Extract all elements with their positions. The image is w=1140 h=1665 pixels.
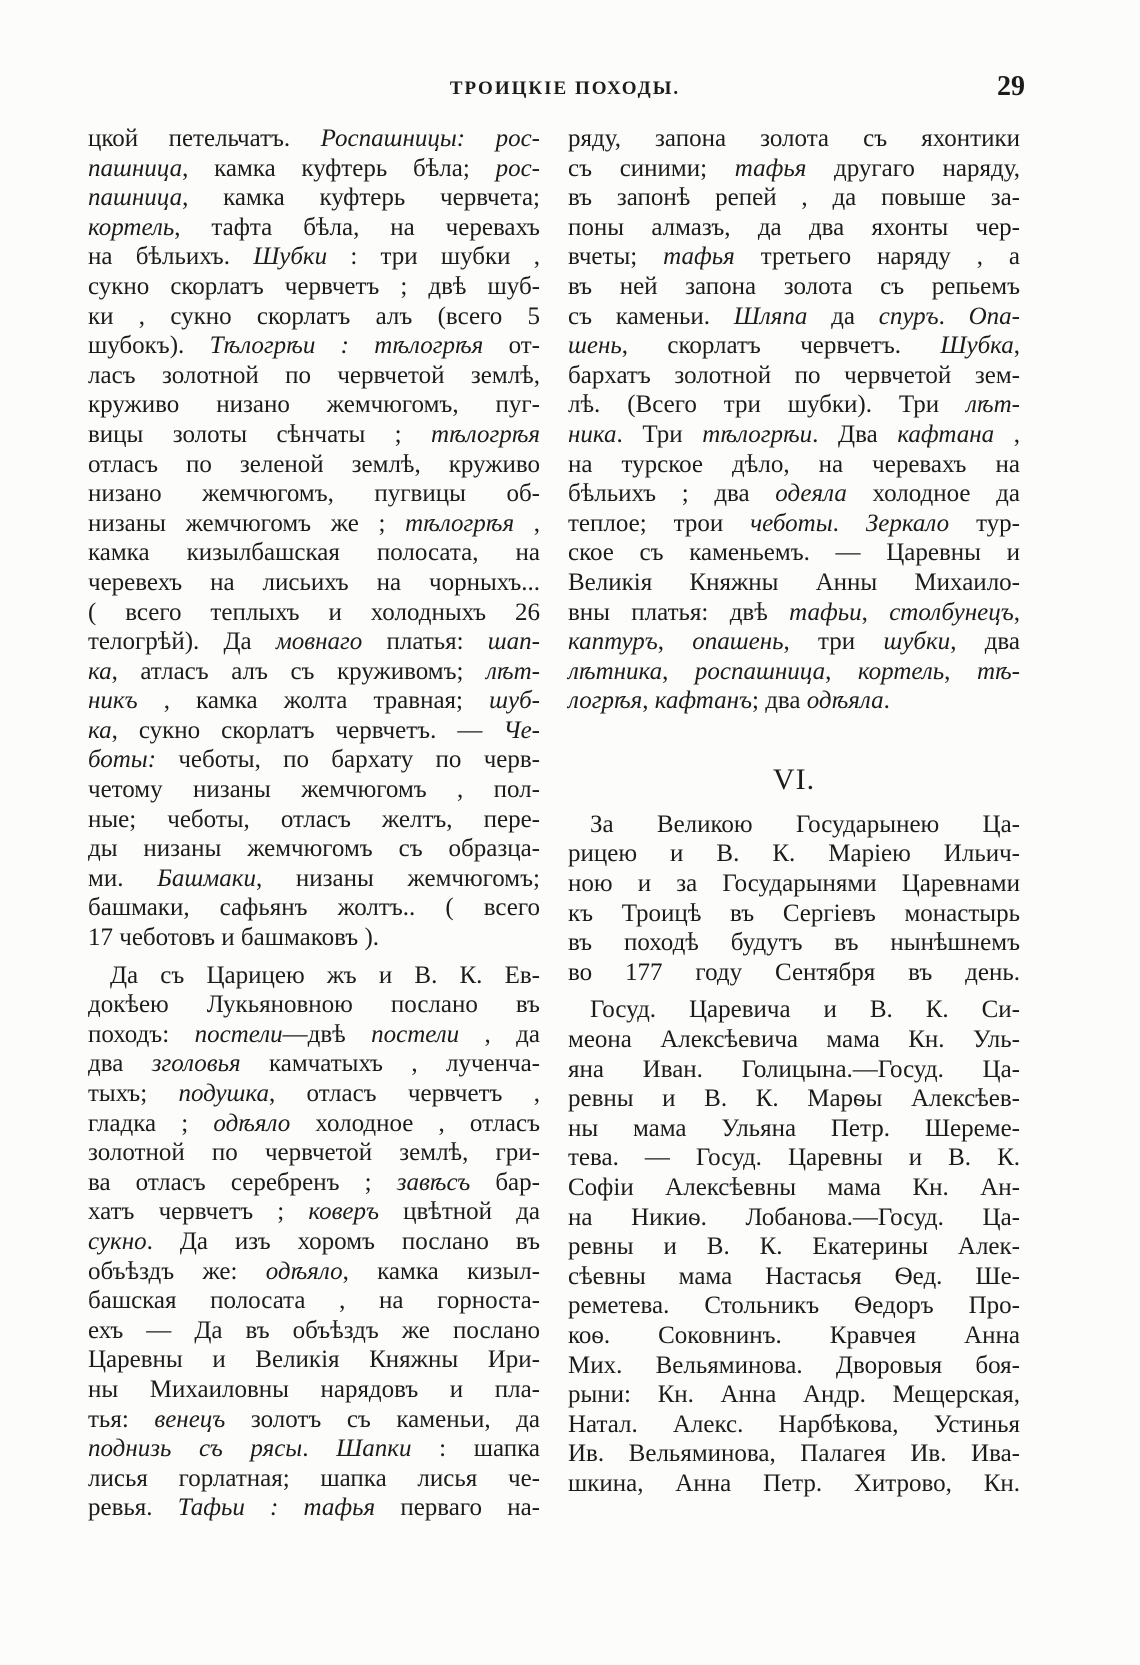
text-run: ехъ — Да въ объѣздъ же послано bbox=[88, 1316, 540, 1344]
text-line bbox=[88, 450, 540, 480]
italic-term: Шапки bbox=[336, 1435, 412, 1463]
text-run: бархатъ золотной по червчетой зем- bbox=[568, 361, 1020, 389]
text-run: , скорлатъ червчетъ. bbox=[621, 332, 941, 360]
italic-term: тафьи bbox=[789, 598, 862, 626]
text-line bbox=[568, 1291, 1020, 1321]
text-run: походъ: bbox=[88, 1020, 195, 1048]
left-text-column bbox=[88, 124, 540, 1523]
text-run: , bbox=[1013, 332, 1020, 360]
text-run: , сукно скорлатъ червчетъ. — bbox=[111, 716, 504, 744]
text-line bbox=[568, 568, 1020, 598]
text-line bbox=[568, 598, 1020, 628]
italic-term: одѣяло bbox=[265, 1257, 343, 1285]
text-line bbox=[568, 995, 1020, 1025]
text-run: гладка ; bbox=[88, 1109, 214, 1137]
text-run: камчатыхъ , лученча- bbox=[240, 1050, 540, 1078]
text-run: съ синими; bbox=[568, 154, 735, 182]
italic-term: одѣяло bbox=[213, 1109, 291, 1137]
text-run: Царевны и Великія Княжны Ири- bbox=[88, 1346, 540, 1374]
text-line bbox=[568, 154, 1020, 184]
text-run: хатъ червчетъ ; bbox=[88, 1198, 309, 1226]
text-line bbox=[568, 1025, 1020, 1055]
text-run: , камка куфтерь червчета; bbox=[182, 184, 540, 212]
text-line bbox=[88, 1286, 540, 1316]
italic-term: чеботы bbox=[750, 509, 833, 537]
italic-term: столбунецъ bbox=[889, 598, 1014, 626]
italic-term: пашница bbox=[88, 184, 183, 212]
italic-term: тѣ- bbox=[976, 657, 1021, 685]
italic-term: тафья bbox=[734, 154, 807, 182]
text-run: . bbox=[938, 302, 969, 330]
text-line bbox=[88, 1493, 540, 1523]
text-run: , тафта бѣла, на черевахъ bbox=[174, 213, 540, 241]
text-run: . bbox=[302, 1435, 337, 1463]
text-run: въ походѣ будутъ въ нынѣшнемъ bbox=[568, 929, 1020, 957]
text-line bbox=[568, 331, 1020, 361]
italic-term: Тафьи : тафья bbox=[177, 1494, 376, 1522]
text-run: шубокъ). bbox=[88, 332, 210, 360]
text-line bbox=[568, 1380, 1020, 1410]
italic-term: одѣяла bbox=[806, 687, 884, 715]
text-line bbox=[88, 272, 540, 302]
text-run: —двѣ bbox=[282, 1020, 372, 1048]
text-run: во 177 году Сентября въ день. bbox=[568, 958, 1020, 986]
text-line bbox=[88, 1375, 540, 1405]
italic-term: логрѣя bbox=[568, 687, 643, 715]
italic-term: лѣтника bbox=[568, 657, 663, 685]
text-line bbox=[568, 1439, 1020, 1469]
text-run: Госуд. Царевича и В. К. Си- bbox=[590, 996, 1020, 1024]
italic-term: шуб- bbox=[489, 687, 540, 715]
text-line bbox=[568, 390, 1020, 420]
text-line bbox=[568, 899, 1020, 929]
text-line bbox=[568, 958, 1020, 988]
text-run: меона Алексѣевича мама Кн. Уль- bbox=[568, 1026, 1020, 1054]
text-line bbox=[88, 1464, 540, 1494]
text-run: , отласъ червчетъ , bbox=[268, 1080, 540, 1107]
italic-term: тѣлогрѣя bbox=[405, 509, 515, 537]
text-run: цкой петельчатъ. bbox=[88, 125, 321, 152]
text-line bbox=[88, 1109, 540, 1139]
text-run: , два bbox=[950, 628, 1021, 656]
text-run: , камка куфтерь бѣла; bbox=[182, 154, 496, 182]
italic-term: кафтана bbox=[897, 420, 995, 448]
text-run: , да bbox=[459, 1020, 540, 1048]
text-line bbox=[568, 1143, 1020, 1173]
text-line bbox=[88, 390, 540, 420]
italic-term: постели bbox=[194, 1020, 283, 1048]
text-run: . Да изъ хоромъ послано въ bbox=[146, 1227, 540, 1255]
text-line bbox=[568, 686, 1020, 716]
text-run: , камка кизыл- bbox=[342, 1257, 540, 1285]
text-run: въ ней запона золота съ репьемъ bbox=[568, 272, 1020, 300]
text-run: цвѣтной да bbox=[379, 1198, 540, 1226]
italic-term: тѣлогрѣи bbox=[702, 420, 813, 448]
text-run: бар- bbox=[470, 1168, 540, 1196]
text-line bbox=[88, 1079, 540, 1109]
text-line bbox=[568, 657, 1020, 687]
text-run: : три шубки , bbox=[327, 243, 540, 271]
text-line bbox=[88, 124, 540, 154]
italic-term: опашень bbox=[692, 628, 784, 656]
italic-term: мовнаго bbox=[275, 628, 363, 656]
text-line bbox=[568, 1321, 1020, 1351]
text-line bbox=[88, 923, 540, 953]
text-run: , bbox=[861, 598, 890, 626]
text-line bbox=[88, 686, 540, 716]
text-run: Да съ Царицею жъ и В. К. Ев- bbox=[110, 961, 540, 989]
text-run: отласъ по зеленой землѣ, круживо bbox=[88, 450, 540, 478]
text-line bbox=[568, 420, 1020, 450]
text-line bbox=[568, 1173, 1020, 1203]
text-run: Мих. Вельяминова. Дворовыя боя- bbox=[568, 1351, 1020, 1379]
text-run: 17 чеботовъ и башмаковъ ). bbox=[88, 924, 380, 952]
text-run: Натал. Алекс. Нарбѣкова, Устинья bbox=[568, 1410, 1020, 1438]
italic-term: никъ bbox=[88, 687, 138, 715]
text-run: съ каменьи. bbox=[568, 302, 734, 330]
text-run: , bbox=[994, 420, 1021, 448]
text-line bbox=[568, 242, 1020, 272]
text-run: ды низаны жемчюгомъ съ образца- bbox=[88, 835, 540, 863]
italic-term: Че- bbox=[503, 716, 540, 744]
paragraph bbox=[568, 124, 1020, 716]
italic-term: коверъ bbox=[308, 1198, 379, 1226]
text-run: третьего наряду , а bbox=[734, 243, 1020, 271]
italic-term: Башмаки bbox=[157, 864, 256, 892]
text-line bbox=[88, 213, 540, 243]
text-run: ны мама Ульяна Петр. Шереме- bbox=[568, 1114, 1020, 1142]
italic-term: Шляпа bbox=[733, 302, 808, 330]
text-run: золотной по червчетой землѣ, гри- bbox=[88, 1139, 540, 1167]
section-number: VI. bbox=[772, 762, 816, 796]
text-run: лѣ. (Всего три шубки). Три bbox=[568, 391, 967, 419]
italic-term: шап- bbox=[487, 628, 540, 656]
text-run: ряду, запона золота съ яхонтики bbox=[568, 125, 1020, 152]
text-run: коѳ. Соковнинъ. Кравчея Анна bbox=[568, 1321, 1020, 1349]
text-line bbox=[568, 183, 1020, 213]
italic-term: каптуръ bbox=[568, 628, 658, 656]
text-line bbox=[88, 1434, 540, 1464]
text-line bbox=[568, 509, 1020, 539]
text-run: на Никиѳ. Лобанова.—Госуд. Ца- bbox=[568, 1203, 1020, 1231]
text-run: рыни: Кн. Анна Андр. Мещерская, bbox=[568, 1381, 1020, 1409]
text-run: черевехъ на лисьихъ на чорныхъ... bbox=[88, 568, 540, 596]
text-line bbox=[88, 302, 540, 332]
italic-term: тафья bbox=[663, 243, 735, 271]
italic-term: Зеркало bbox=[865, 509, 950, 537]
text-run: , bbox=[944, 657, 977, 685]
text-line bbox=[568, 1232, 1020, 1262]
paragraph bbox=[568, 995, 1020, 1498]
text-run: ревны и В. К. Марѳы Алексѣев- bbox=[568, 1085, 1020, 1113]
text-run: . bbox=[883, 687, 890, 715]
italic-term: подушка bbox=[178, 1080, 269, 1107]
text-line bbox=[88, 154, 540, 184]
text-line bbox=[88, 242, 540, 272]
text-run: вны платья: двѣ bbox=[568, 598, 790, 626]
text-run: другаго наряду, bbox=[806, 154, 1020, 182]
text-line bbox=[88, 864, 540, 894]
text-run: сѣевны мама Настасья Ѳед. Ше- bbox=[568, 1262, 1020, 1290]
text-run: , bbox=[662, 657, 695, 685]
italic-term: зголовья bbox=[151, 1050, 241, 1078]
text-run: . Три bbox=[616, 420, 703, 448]
text-run: ревья. bbox=[88, 1494, 178, 1522]
text-run: сукно скорлатъ червчетъ ; двѣ шуб- bbox=[88, 272, 540, 300]
text-run: ки , сукно скорлатъ алъ (всего 5 bbox=[88, 302, 540, 330]
text-line bbox=[88, 598, 540, 628]
text-line bbox=[568, 538, 1020, 568]
text-run: , атласъ алъ съ круживомъ; bbox=[111, 657, 487, 685]
text-line bbox=[568, 124, 1020, 154]
italic-term: ка bbox=[88, 657, 112, 685]
italic-term: шубки bbox=[883, 628, 951, 656]
italic-term: спуръ bbox=[878, 302, 939, 330]
text-run: поны алмазъ, да два яхонты чер- bbox=[568, 213, 1020, 241]
italic-term: лѣт- bbox=[966, 391, 1020, 419]
text-run: , низаны жемчюгомъ; bbox=[255, 864, 540, 892]
text-run: ные; чеботы, отласъ желтъ, пере- bbox=[88, 805, 540, 833]
text-run: , bbox=[825, 657, 858, 685]
text-run: тыхъ; bbox=[88, 1080, 179, 1107]
text-run: низано жемчюгомъ, пугвицы об- bbox=[88, 480, 540, 508]
paragraph bbox=[568, 810, 1020, 988]
text-line bbox=[568, 928, 1020, 958]
text-line bbox=[88, 538, 540, 568]
text-run: объѣздъ же: bbox=[88, 1257, 266, 1285]
text-run: вчеты; bbox=[568, 243, 664, 271]
text-line bbox=[88, 805, 540, 835]
text-line bbox=[88, 1345, 540, 1375]
text-line bbox=[88, 1020, 540, 1050]
italic-term: рос- bbox=[495, 154, 540, 182]
italic-term: Тѣлогрѣи : тѣлогрѣя bbox=[209, 332, 484, 360]
text-run: холодное да bbox=[846, 480, 1020, 508]
text-line bbox=[88, 716, 540, 746]
text-line bbox=[88, 1405, 540, 1435]
text-run: башская полосата , на горноста- bbox=[88, 1287, 540, 1315]
paragraph bbox=[88, 961, 540, 1523]
text-line bbox=[88, 1316, 540, 1346]
text-line bbox=[88, 361, 540, 391]
text-line bbox=[568, 361, 1020, 391]
italic-term: Шубка bbox=[940, 332, 1014, 360]
text-run: лисья горлатная; шапка лисья че- bbox=[88, 1464, 540, 1492]
italic-term: постели bbox=[371, 1020, 460, 1048]
text-line bbox=[88, 331, 540, 361]
italic-term: пашница bbox=[88, 154, 183, 182]
text-run: . Два bbox=[812, 420, 898, 448]
running-title: ТРОИЦКІЕ ПОХОДЫ. bbox=[449, 78, 681, 99]
italic-term: Роспашницы: рос- bbox=[320, 125, 540, 152]
text-run: , bbox=[657, 628, 693, 656]
text-line bbox=[88, 893, 540, 923]
text-line bbox=[568, 1351, 1020, 1381]
italic-term: шень bbox=[568, 332, 622, 360]
text-line bbox=[568, 1262, 1020, 1292]
text-run: башмаки, сафьянъ жолтъ.. ( всего bbox=[88, 894, 540, 922]
italic-term: лѣт- bbox=[486, 657, 540, 685]
text-run: рицею и В. К. Маріею Ильич- bbox=[568, 840, 1020, 868]
text-line bbox=[88, 183, 540, 213]
text-line bbox=[568, 450, 1020, 480]
text-line bbox=[568, 1410, 1020, 1440]
italic-term: венецъ bbox=[154, 1405, 226, 1433]
text-line bbox=[88, 961, 540, 991]
text-run: , камка жолта травная; bbox=[137, 687, 490, 715]
text-line bbox=[568, 1203, 1020, 1233]
text-run: Ив. Вельяминова, Палагея Ив. Ива- bbox=[568, 1440, 1020, 1468]
text-run: круживо низано жемчюгомъ, пуг- bbox=[88, 391, 540, 419]
text-line bbox=[568, 839, 1020, 869]
text-run: теплое; трои bbox=[568, 509, 751, 537]
italic-term: ника bbox=[568, 420, 617, 448]
text-run: чеботы, по бархату по черв- bbox=[156, 746, 540, 774]
text-run: ною и за Государынями Царевнами bbox=[568, 870, 1020, 898]
text-line bbox=[88, 657, 540, 687]
text-line bbox=[88, 1197, 540, 1227]
text-run: яна Иван. Голицына.—Госуд. Ца- bbox=[568, 1055, 1020, 1083]
italic-term: завѣсъ bbox=[396, 1168, 471, 1196]
text-line bbox=[88, 1049, 540, 1079]
text-run: , три bbox=[783, 628, 884, 656]
text-run: докѣею Лукьяновною послано въ bbox=[88, 991, 540, 1019]
italic-term: кортель bbox=[88, 213, 175, 241]
text-run: вицы золоты сѣнчаты ; bbox=[88, 420, 432, 448]
text-line bbox=[568, 810, 1020, 840]
text-run: бѣльихъ ; два bbox=[568, 480, 776, 508]
text-run: ское съ каменьемъ. — Царевны и bbox=[568, 539, 1020, 567]
text-line bbox=[88, 1257, 540, 1287]
text-line bbox=[568, 479, 1020, 509]
text-run: , bbox=[514, 509, 540, 537]
text-run: ; два bbox=[752, 687, 807, 715]
text-run: шкина, Анна Петр. Хитрово, Кн. bbox=[568, 1469, 1020, 1497]
text-run: ласъ золотной по червчетой землѣ, bbox=[88, 361, 540, 389]
text-line bbox=[88, 627, 540, 657]
text-run: два bbox=[88, 1050, 152, 1078]
text-line bbox=[88, 479, 540, 509]
text-run: Софіи Алексѣевны мама Кн. Ан- bbox=[568, 1174, 1020, 1201]
text-line bbox=[88, 568, 540, 598]
text-line bbox=[568, 302, 1020, 332]
italic-term: роспашница bbox=[694, 657, 826, 685]
text-run: тур- bbox=[949, 509, 1020, 537]
italic-term: ка bbox=[88, 716, 112, 744]
text-line bbox=[88, 745, 540, 775]
text-run: ны Михаиловны нарядовъ и пла- bbox=[88, 1375, 540, 1403]
text-run: въ запонѣ репей , да повыше за- bbox=[568, 184, 1020, 212]
text-run: на бѣльихъ. bbox=[88, 243, 254, 271]
text-run: ва отласъ серебренъ ; bbox=[88, 1168, 397, 1196]
text-line bbox=[568, 1055, 1020, 1085]
text-run: платья: bbox=[362, 628, 488, 656]
right-text-column bbox=[568, 124, 1020, 1499]
italic-term: боты: bbox=[88, 746, 157, 774]
text-run: тья: bbox=[88, 1405, 155, 1433]
paragraph bbox=[88, 124, 540, 953]
text-run: къ Троицѣ въ Сергіевъ монастырь bbox=[568, 899, 1020, 927]
text-line bbox=[88, 420, 540, 450]
text-line bbox=[568, 1084, 1020, 1114]
text-run: ревны и В. К. Екатерины Алек- bbox=[568, 1233, 1020, 1261]
text-line bbox=[568, 272, 1020, 302]
text-run: . bbox=[832, 509, 866, 537]
text-run: : шапка bbox=[411, 1435, 540, 1463]
text-run: от- bbox=[483, 332, 540, 360]
text-run: перваго на- bbox=[375, 1494, 540, 1522]
text-run: тева. — Госуд. Царевны и В. К. bbox=[568, 1144, 1020, 1172]
italic-term: Опа- bbox=[968, 302, 1021, 330]
text-run: да bbox=[807, 302, 879, 330]
text-run: камка кизылбашская полосата, на bbox=[88, 539, 540, 567]
text-run: на турское дѣло, на черевахъ на bbox=[568, 450, 1020, 478]
text-run: , bbox=[1013, 598, 1021, 626]
text-run: , bbox=[642, 687, 655, 715]
text-line bbox=[568, 1469, 1020, 1499]
text-run: ми. bbox=[88, 864, 158, 892]
text-line bbox=[568, 213, 1020, 243]
text-line bbox=[568, 627, 1020, 657]
italic-term: кортель bbox=[857, 657, 945, 685]
text-line bbox=[88, 990, 540, 1020]
italic-term: поднизь съ рясы bbox=[88, 1435, 303, 1463]
text-run: низаны жемчюгомъ же ; bbox=[88, 509, 406, 537]
text-line bbox=[88, 1227, 540, 1257]
text-line bbox=[88, 1168, 540, 1198]
text-run: За Великою Государынею Ца- bbox=[590, 810, 1020, 838]
text-run: реметева. Стольникъ Ѳедоръ Про- bbox=[568, 1292, 1020, 1320]
text-line bbox=[88, 509, 540, 539]
text-line bbox=[88, 834, 540, 864]
text-run: телогрѣй). Да bbox=[88, 628, 276, 656]
text-run: холодное , отласъ bbox=[290, 1109, 540, 1137]
text-run: золотъ съ каменьи, да bbox=[225, 1405, 540, 1433]
italic-term: сукно bbox=[88, 1227, 147, 1255]
text-run: Великія Княжны Анны Михаило- bbox=[568, 568, 1020, 596]
text-line bbox=[88, 775, 540, 805]
text-run: ( всего теплыхъ и холодныхъ 26 bbox=[88, 598, 540, 626]
text-line bbox=[568, 1114, 1020, 1144]
italic-term: Шубки bbox=[253, 243, 328, 271]
page-number: 29 bbox=[997, 71, 1025, 102]
text-line bbox=[88, 1138, 540, 1168]
italic-term: тѣлогрѣя bbox=[431, 420, 540, 448]
text-run: четому низаны жемчюгомъ , пол- bbox=[88, 776, 540, 804]
text-line bbox=[568, 869, 1020, 899]
italic-term: одеяла bbox=[775, 480, 847, 508]
italic-term: кафтанъ bbox=[654, 687, 752, 715]
